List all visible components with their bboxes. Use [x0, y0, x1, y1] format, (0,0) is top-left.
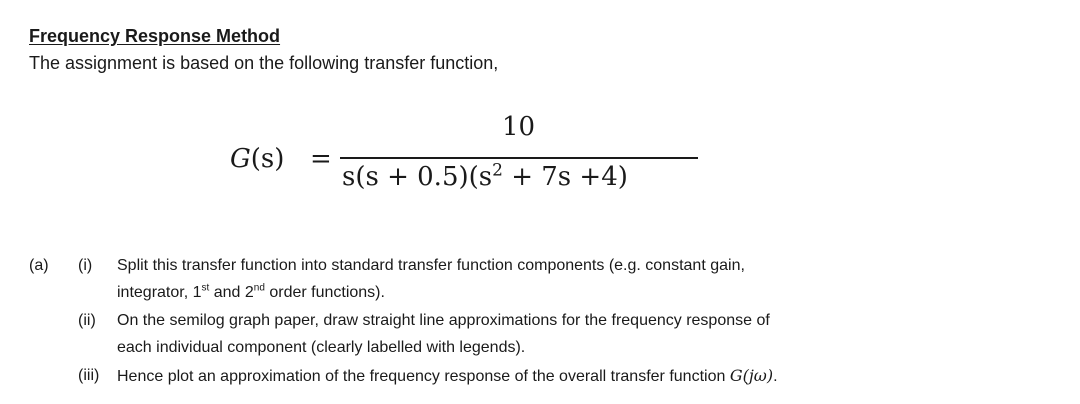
q1-sup-nd: nd — [253, 282, 265, 294]
question-text: On the semilog graph paper, draw straight line approximations for the frequency response of — [117, 312, 770, 329]
question-text: Split this transfer function into standard transfer function components (e.g. constant gain, — [117, 257, 745, 274]
question-number: (i) — [78, 257, 93, 274]
transfer-function-equation — [230, 108, 730, 208]
equation-lhs-var: G — [230, 144, 251, 174]
q3-line1-post: . — [773, 368, 778, 385]
q1-line2-post: order functions). — [264, 284, 385, 301]
den-part2: + 7s +4) — [502, 162, 628, 192]
den-exponent: 2 — [492, 160, 503, 181]
fraction-bar — [340, 157, 698, 159]
question-text — [117, 363, 778, 389]
question-number: (ii) — [78, 312, 96, 329]
intro-text: The assignment is based on the following transfer function, — [29, 53, 499, 73]
equation-numerator: 10 — [502, 112, 536, 142]
q1-sup-st: st — [201, 282, 210, 294]
equation-lhs-arg: (s) — [250, 144, 285, 174]
question-text — [117, 280, 385, 305]
part-label: (a) — [29, 257, 49, 274]
q3-line1-pre: Hence plot an approximation of the frequency response of the overall transfer function — [117, 368, 730, 385]
document-heading: Frequency Response Method — [29, 26, 281, 46]
q3-math: G(jω) — [729, 366, 774, 385]
equation-equals: = — [310, 144, 332, 174]
q1-line2-pre: integrator, 1 — [117, 284, 202, 301]
q1-line2-mid: and 2 — [209, 284, 254, 301]
equation-lhs — [230, 144, 284, 174]
question-number: (iii) — [78, 367, 100, 384]
question-text: each individual component (clearly labelled with legends). — [117, 339, 526, 356]
equation-denominator — [342, 162, 628, 192]
den-part1: s(s + 0.5)(s — [342, 162, 493, 192]
